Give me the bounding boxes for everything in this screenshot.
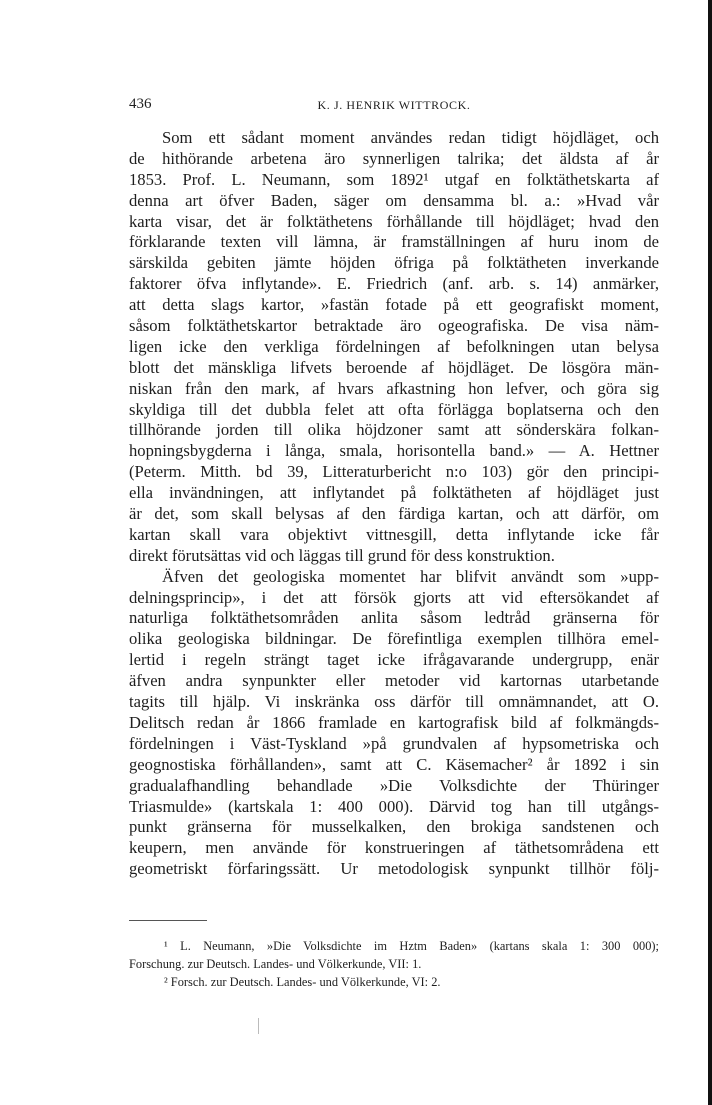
text-line: skyldiga till det dubbla felet att ofta förlägga boplatserna och den: [129, 399, 659, 419]
text-line: såsom folktäthetskartor betraktade äro ogeografiska. De visa näm-: [129, 316, 659, 336]
text-line: karta visar, det är folktäthetens förhållande till höjdläget; hvad den: [129, 211, 659, 231]
footnote-1-line-1: ¹ L. Neumann, »Die Volksdichte im Hztm Baden» (kartans skala 1: 300 000);: [164, 939, 659, 953]
text-line: Som ett sådant moment användes redan tidigt höjdläget, och: [162, 128, 659, 147]
text-line: geometriskt förfaringssätt. Ur metodologisk synpunkt tillhör följ-: [129, 859, 659, 879]
text-line: naturliga folktäthetsområden anlita såsom ledtråd gränserna för: [129, 608, 659, 628]
text-line: keupern, men använde för konstrueringen af täthetsområdena ett: [129, 838, 659, 858]
text-line: särskilda gebiten jämte höjden öfriga på folktätheten inverkande: [129, 253, 659, 273]
footnote-2: ² Forsch. zur Deutsch. Landes- und Völkerkunde, VI: 2.: [164, 975, 441, 990]
scan-mark: [258, 1018, 259, 1034]
text-line: 1853. Prof. L. Neumann, som 1892¹ utgaf en folktäthetskarta af: [129, 169, 659, 189]
text-line: tillhörande jorden till olika höjdzoner samt att sönderskära folkan-: [129, 420, 659, 440]
text-line: ella invändningen, att inflytandet på folktätheten af höjdläget just: [129, 483, 659, 503]
text-line: äfven andra synpunkter eller metoder vid kartornas utarbetande: [129, 671, 659, 691]
body-text: [129, 128, 659, 880]
text-line: faktorer öfva inflytande». E. Friedrich (anf. arb. s. 14) anmärker,: [129, 274, 659, 294]
text-line: direkt förutsättas vid och läggas till grund för dess konstruktion.: [129, 545, 555, 565]
text-line: fördelningen i Väst-Tyskland »på grundvalen af hypsometriska och: [129, 733, 659, 753]
text-line: förklarande texten vill lämna, är framställningen af huru inom de: [129, 232, 659, 252]
footnote-rule: [129, 920, 207, 921]
footnote-1-line-2: Forschung. zur Deutsch. Landes- und Völkerkunde, VII: 1.: [129, 957, 422, 972]
text-line: de hithörande arbetena äro synnerligen talrika; det äldsta af år: [129, 148, 659, 168]
text-line: kartan skall vara objektivt vittnesgill, detta inflytande icke får: [129, 524, 659, 544]
text-line: delningsprincip», i det att försök gjorts att vid eftersökandet af: [129, 587, 659, 607]
text-line: hopningsbygderna i långa, smala, horisontella band.» — A. Hettner: [129, 441, 659, 461]
text-line: ligen icke den verkliga fördelningen af befolkningen utan belysa: [129, 336, 659, 356]
text-line: att detta slags kartor, »fastän fotade på ett geografiskt moment,: [129, 295, 659, 315]
scan-edge-border: [708, 0, 712, 1105]
text-line: är det, som skall belysas af den färdiga kartan, och att därför, om: [129, 504, 659, 524]
text-line: geognostiska förhållanden», samt att C. Käsemacher² år 1892 i sin: [129, 754, 659, 774]
text-line: lertid i regeln strängt taget icke ifrågavarande undergrupp, enär: [129, 650, 659, 670]
text-line: gradualafhandling behandlade »Die Volksdichte der Thüringer: [129, 775, 659, 795]
text-line: niskan från den mark, af hvars afkastning hon lefver, och göra sig: [129, 378, 659, 398]
text-line: Triasmulde» (kartskala 1: 400 000). Därvid tog han till utgångs-: [129, 796, 659, 816]
text-line: Delitsch redan år 1866 framlade en kartografisk bild af folkmängds-: [129, 712, 659, 732]
footnotes: [129, 937, 659, 992]
running-head: K. J. HENRIK WITTROCK.: [317, 98, 471, 112]
text-line: blott det mänskliga lifvets beroende af höjdläget. De lösgöra män-: [129, 357, 659, 377]
text-line: tagits till hjälp. Vi inskränka oss därför till omnämnandet, att O.: [129, 692, 659, 712]
text-line: Äfven det geologiska momentet har blifvit användt som »upp-: [162, 566, 659, 586]
text-line: olika geologiska bildningar. De förefintliga exemplen tillhöra emel-: [129, 629, 659, 649]
page-number: 436: [129, 96, 152, 112]
text-line: punkt gränserna för musselkalken, den brokiga sandstenen och: [129, 817, 659, 837]
text-line: (Peterm. Mitth. bd 39, Litteraturbericht n:o 103) gör den principi-: [129, 462, 659, 482]
page-header: [129, 96, 659, 118]
text-line: denna art öfver Baden, säger om densamma bl. a.: »Hvad vår: [129, 190, 659, 210]
